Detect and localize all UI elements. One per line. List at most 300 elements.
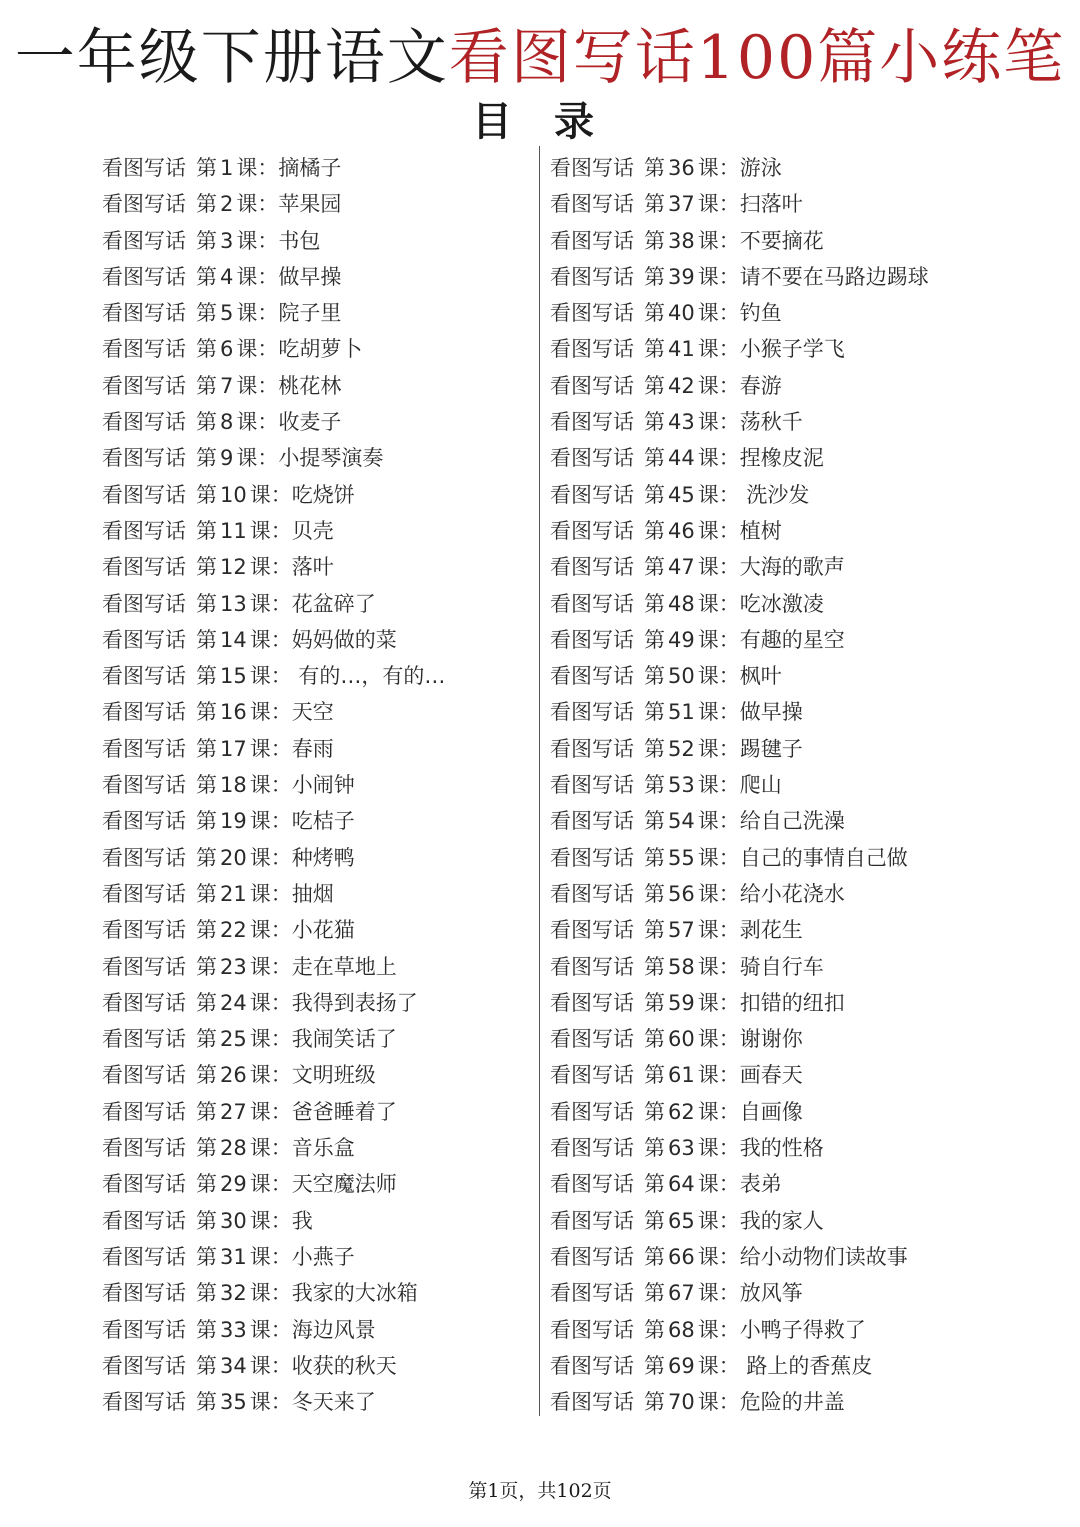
lesson-title: 不要摘花 — [739, 228, 824, 253]
lesson-number-value: 63 — [668, 1136, 695, 1161]
lesson-title: 种烤鸭 — [291, 845, 355, 870]
toc-entry[interactable] — [550, 259, 990, 295]
lesson-number: 第 41 课： — [644, 337, 740, 362]
lesson-title: 文明班级 — [291, 1063, 376, 1088]
lesson-number: 第 4 课： — [196, 264, 279, 289]
lesson-number-value: 27 — [220, 1099, 247, 1124]
toc-entry[interactable] — [550, 1057, 990, 1093]
lesson-title: 自己的事情自己做 — [739, 845, 908, 870]
entry-prefix: 看图写话 — [102, 482, 186, 507]
lesson-number-value: 50 — [668, 664, 695, 689]
lesson-number-value: 21 — [220, 881, 247, 906]
entry-prefix: 看图写话 — [550, 990, 634, 1015]
entry-prefix: 看图写话 — [550, 809, 634, 834]
toc-entry[interactable] — [550, 440, 990, 476]
toc-entry[interactable] — [550, 586, 990, 622]
entry-prefix: 看图写话 — [550, 1317, 634, 1342]
lesson-number-value: 38 — [668, 228, 695, 253]
lesson-number: 第 8 课： — [196, 410, 279, 435]
toc-entry[interactable] — [102, 549, 532, 585]
lesson-number: 第 16 课： — [196, 700, 292, 725]
lesson-number-value: 24 — [220, 990, 247, 1015]
lesson-title: 抽烟 — [291, 881, 334, 906]
lesson-number-value: 60 — [668, 1027, 695, 1052]
toc-entry[interactable] — [102, 331, 532, 367]
entry-prefix: 看图写话 — [102, 555, 186, 580]
entry-prefix: 看图写话 — [102, 990, 186, 1015]
lesson-number: 第 10 课： — [196, 482, 292, 507]
entry-prefix: 看图写话 — [102, 1208, 186, 1233]
lesson-title: 爸爸睡着了 — [291, 1099, 397, 1124]
lesson-title: 小鸭子得救了 — [739, 1317, 866, 1342]
lesson-title: 路上的香蕉皮 — [739, 1353, 873, 1378]
lesson-number: 第 67 课： — [644, 1281, 740, 1306]
lesson-number: 第 49 课： — [644, 627, 740, 652]
toc-entry[interactable] — [102, 876, 532, 912]
toc-entry[interactable] — [102, 1348, 532, 1384]
toc-entry[interactable] — [102, 1130, 532, 1166]
lesson-number-value: 15 — [220, 664, 247, 689]
entry-prefix: 看图写话 — [550, 627, 634, 652]
lesson-title: 走在草地上 — [291, 954, 397, 979]
lesson-number: 第 35 课： — [196, 1390, 292, 1415]
toc-entry[interactable] — [550, 876, 990, 912]
lesson-number-value: 9 — [220, 446, 234, 471]
toc-entry[interactable] — [550, 985, 990, 1021]
lesson-number: 第 61 课： — [644, 1063, 740, 1088]
toc-entry[interactable] — [102, 985, 532, 1021]
toc-list-right — [550, 150, 990, 1420]
lesson-title: 小提琴演奏 — [278, 446, 384, 471]
entry-prefix: 看图写话 — [102, 700, 186, 725]
entry-prefix: 看图写话 — [550, 228, 634, 253]
lesson-number: 第 26 课： — [196, 1063, 292, 1088]
lesson-number-value: 51 — [668, 700, 695, 725]
toc-entry[interactable] — [550, 295, 990, 331]
lesson-number: 第 43 课： — [644, 410, 740, 435]
lesson-number: 第 12 课： — [196, 555, 292, 580]
lesson-number-value: 69 — [668, 1353, 695, 1378]
toc-entry[interactable] — [102, 1312, 532, 1348]
lesson-title: 画春天 — [739, 1063, 803, 1088]
lesson-title: 小花猫 — [291, 918, 355, 943]
lesson-number-value: 43 — [668, 410, 695, 435]
lesson-number-value: 56 — [668, 881, 695, 906]
lesson-number: 第 2 课： — [196, 192, 279, 217]
toc-entry[interactable] — [102, 949, 532, 985]
entry-prefix: 看图写话 — [102, 1244, 186, 1269]
entry-prefix: 看图写话 — [102, 264, 186, 289]
entry-prefix: 看图写话 — [550, 156, 634, 180]
lesson-number-value: 61 — [668, 1063, 695, 1088]
lesson-number: 第 29 课： — [196, 1172, 292, 1197]
toc-entry[interactable] — [550, 767, 990, 803]
toc-entry[interactable] — [102, 912, 532, 948]
lesson-number: 第 6 课： — [196, 337, 279, 362]
toc-entry[interactable] — [550, 404, 990, 440]
toc-entry[interactable] — [550, 549, 990, 585]
toc-entry[interactable] — [102, 840, 532, 876]
lesson-title: 我得到表扬了 — [291, 990, 418, 1015]
lesson-title: 小燕子 — [291, 1244, 355, 1269]
entry-prefix: 看图写话 — [550, 446, 634, 471]
lesson-number-value: 25 — [220, 1027, 247, 1052]
toc-entry[interactable] — [550, 1312, 990, 1348]
toc-entry[interactable] — [102, 404, 532, 440]
entry-prefix: 看图写话 — [550, 337, 634, 362]
lesson-title: 春游 — [739, 373, 782, 398]
lesson-title: 海边风景 — [291, 1317, 376, 1342]
lesson-number-value: 33 — [220, 1317, 247, 1342]
lesson-number-value: 18 — [220, 773, 247, 798]
lesson-title: 书包 — [278, 228, 321, 253]
toc-entry[interactable] — [102, 513, 532, 549]
entry-prefix: 看图写话 — [550, 482, 634, 507]
entry-prefix: 看图写话 — [102, 1136, 186, 1161]
lesson-number-value: 5 — [220, 301, 234, 326]
toc-entry[interactable] — [550, 150, 990, 186]
lesson-title: 扣错的纽扣 — [739, 990, 845, 1015]
lesson-number: 第 9 课： — [196, 446, 279, 471]
entry-prefix: 看图写话 — [102, 1172, 186, 1197]
lesson-number: 第 42 课： — [644, 373, 740, 398]
toc-entry[interactable] — [102, 223, 532, 259]
toc-entry[interactable] — [102, 767, 532, 803]
toc-entry[interactable] — [102, 622, 532, 658]
lesson-number: 第 14 课： — [196, 627, 292, 652]
lesson-number: 第 62 课： — [644, 1099, 740, 1124]
lesson-title: 骑自行车 — [739, 954, 824, 979]
entry-prefix: 看图写话 — [102, 627, 186, 652]
entry-prefix: 看图写话 — [102, 809, 186, 834]
toc-entry[interactable] — [550, 658, 990, 694]
entry-prefix: 看图写话 — [102, 591, 186, 616]
entry-prefix: 看图写话 — [550, 1353, 634, 1378]
entry-prefix: 看图写话 — [102, 301, 186, 326]
entry-prefix: 看图写话 — [102, 373, 186, 398]
lesson-number-value: 62 — [668, 1099, 695, 1124]
lesson-number-value: 17 — [220, 736, 247, 761]
lesson-number: 第 44 课： — [644, 446, 740, 471]
toc-entry[interactable] — [102, 1166, 532, 1202]
lesson-number-value: 4 — [220, 264, 234, 289]
toc-entry[interactable] — [550, 949, 990, 985]
toc-entry[interactable] — [102, 1239, 532, 1275]
lesson-title: 捏橡皮泥 — [739, 446, 824, 471]
lesson-number: 第 18 课： — [196, 773, 292, 798]
lesson-number: 第 65 课： — [644, 1208, 740, 1233]
lesson-number: 第 24 课： — [196, 990, 292, 1015]
toc-entry[interactable] — [102, 586, 532, 622]
lesson-title: 吃烧饼 — [291, 482, 355, 507]
toc-entry[interactable] — [550, 1021, 990, 1057]
lesson-number-value: 29 — [220, 1172, 247, 1197]
entry-prefix: 看图写话 — [102, 845, 186, 870]
lesson-number: 第 51 课： — [644, 700, 740, 725]
toc-entry[interactable] — [102, 477, 532, 513]
lesson-number: 第 15 课： — [196, 664, 292, 689]
lesson-number: 第 36 课： — [644, 156, 740, 180]
lesson-title: 洗沙发 — [739, 482, 810, 507]
toc-list-left — [102, 150, 532, 1420]
entry-prefix: 看图写话 — [102, 156, 186, 180]
toc-entry[interactable] — [550, 331, 990, 367]
entry-prefix: 看图写话 — [102, 1317, 186, 1342]
lesson-number: 第 46 课： — [644, 518, 740, 543]
lesson-title: 有的…，有的… — [291, 664, 446, 689]
toc-entry[interactable] — [102, 150, 532, 186]
lesson-number: 第 58 课： — [644, 954, 740, 979]
entry-prefix: 看图写话 — [550, 1244, 634, 1269]
lesson-title: 有趣的星空 — [739, 627, 845, 652]
toc-entry[interactable] — [550, 803, 990, 839]
lesson-number: 第 47 课： — [644, 555, 740, 580]
lesson-title: 音乐盒 — [291, 1136, 355, 1161]
entry-prefix: 看图写话 — [102, 1063, 186, 1088]
lesson-number: 第 68 课： — [644, 1317, 740, 1342]
lesson-number-value: 22 — [220, 918, 247, 943]
lesson-number-value: 13 — [220, 591, 247, 616]
lesson-number-value: 67 — [668, 1281, 695, 1306]
lesson-title: 扫落叶 — [739, 192, 803, 217]
entry-prefix: 看图写话 — [550, 555, 634, 580]
lesson-number-value: 45 — [668, 482, 695, 507]
entry-prefix: 看图写话 — [550, 773, 634, 798]
lesson-number-value: 14 — [220, 627, 247, 652]
entry-prefix: 看图写话 — [550, 1099, 634, 1124]
lesson-number-value: 6 — [220, 337, 234, 362]
toc-entry[interactable] — [550, 1166, 990, 1202]
lesson-title: 请不要在马路边踢球 — [739, 264, 929, 289]
lesson-number: 第 37 课： — [644, 192, 740, 217]
toc-entry[interactable] — [102, 1203, 532, 1239]
lesson-title: 荡秋千 — [739, 410, 803, 435]
lesson-number: 第 19 课： — [196, 809, 292, 834]
lesson-number-value: 39 — [668, 264, 695, 289]
toc-entry[interactable] — [550, 1094, 990, 1130]
lesson-title: 踢毽子 — [739, 736, 803, 761]
lesson-number: 第 32 课： — [196, 1281, 292, 1306]
lesson-number: 第 55 课： — [644, 845, 740, 870]
entry-prefix: 看图写话 — [550, 301, 634, 326]
entry-prefix: 看图写话 — [550, 1136, 634, 1161]
lesson-number: 第 33 课： — [196, 1317, 292, 1342]
lesson-title: 放风筝 — [739, 1281, 803, 1306]
lesson-number: 第 70 课： — [644, 1390, 740, 1415]
toc-entry[interactable] — [550, 912, 990, 948]
lesson-number-value: 44 — [668, 446, 695, 471]
toc-entry[interactable] — [550, 694, 990, 730]
toc-entry[interactable] — [102, 295, 532, 331]
lesson-number-value: 42 — [668, 373, 695, 398]
entry-prefix: 看图写话 — [102, 881, 186, 906]
lesson-number: 第 3 课： — [196, 228, 279, 253]
lesson-number-value: 16 — [220, 700, 247, 725]
lesson-number: 第 1 课： — [196, 156, 279, 180]
lesson-number-value: 12 — [220, 555, 247, 580]
lesson-title: 自画像 — [739, 1099, 803, 1124]
lesson-number: 第 45 课： — [644, 482, 740, 507]
lesson-number-value: 66 — [668, 1244, 695, 1269]
lesson-title: 吃桔子 — [291, 809, 355, 834]
lesson-number-value: 7 — [220, 373, 234, 398]
lesson-number-value: 37 — [668, 192, 695, 217]
toc-entry[interactable] — [550, 1130, 990, 1166]
lesson-number-value: 64 — [668, 1172, 695, 1197]
lesson-number-value: 31 — [220, 1244, 247, 1269]
lesson-number: 第 21 课： — [196, 881, 292, 906]
lesson-number: 第 17 课： — [196, 736, 292, 761]
lesson-title: 给小花浇水 — [739, 881, 845, 906]
toc-entry[interactable] — [550, 1348, 990, 1384]
toc-entry[interactable] — [550, 223, 990, 259]
entry-prefix: 看图写话 — [102, 918, 186, 943]
entry-prefix: 看图写话 — [550, 700, 634, 725]
toc-entry[interactable] — [550, 1275, 990, 1311]
column-divider — [539, 146, 540, 1416]
entry-prefix: 看图写话 — [102, 337, 186, 362]
lesson-title: 妈妈做的菜 — [291, 627, 397, 652]
title-grade-part: 一年级下册语文 — [14, 23, 449, 93]
toc-entry[interactable] — [550, 513, 990, 549]
lesson-title: 苹果园 — [278, 192, 342, 217]
toc-entry[interactable] — [102, 694, 532, 730]
toc-entry[interactable] — [102, 1094, 532, 1130]
lesson-number-value: 34 — [220, 1353, 247, 1378]
lesson-title: 春雨 — [291, 736, 334, 761]
lesson-number: 第 57 课： — [644, 918, 740, 943]
toc-entry[interactable] — [550, 186, 990, 222]
lesson-title: 贝壳 — [291, 518, 334, 543]
toc-entry[interactable] — [102, 1021, 532, 1057]
toc-entry[interactable] — [102, 731, 532, 767]
toc-entry[interactable] — [102, 1275, 532, 1311]
lesson-number-value: 68 — [668, 1317, 695, 1342]
lesson-number-value: 8 — [220, 410, 234, 435]
lesson-number: 第 69 课： — [644, 1353, 740, 1378]
lesson-title: 植树 — [739, 518, 782, 543]
toc-entry[interactable] — [102, 186, 532, 222]
lesson-title: 我的家人 — [739, 1208, 824, 1233]
lesson-title: 剥花生 — [739, 918, 803, 943]
lesson-number-value: 32 — [220, 1281, 247, 1306]
lesson-number-value: 65 — [668, 1208, 695, 1233]
toc-entry[interactable] — [550, 368, 990, 404]
entry-prefix: 看图写话 — [550, 1281, 634, 1306]
lesson-number: 第 48 课： — [644, 591, 740, 616]
lesson-title: 钓鱼 — [739, 301, 782, 326]
toc-entry[interactable] — [550, 1239, 990, 1275]
lesson-title: 枫叶 — [739, 664, 782, 689]
entry-prefix: 看图写话 — [102, 773, 186, 798]
lesson-number: 第 23 课： — [196, 954, 292, 979]
lesson-number: 第 27 课： — [196, 1099, 292, 1124]
toc-entry[interactable] — [102, 259, 532, 295]
lesson-number: 第 64 课： — [644, 1172, 740, 1197]
lesson-title: 表弟 — [739, 1172, 782, 1197]
lesson-number: 第 22 课： — [196, 918, 292, 943]
lesson-title: 吃冰激凌 — [739, 591, 824, 616]
lesson-number: 第 60 课： — [644, 1027, 740, 1052]
entry-prefix: 看图写话 — [550, 1063, 634, 1088]
page-footer: 第1页，共102页 — [468, 1480, 612, 1502]
lesson-number: 第 63 课： — [644, 1136, 740, 1161]
lesson-number: 第 54 课： — [644, 809, 740, 834]
toc-entry[interactable] — [102, 803, 532, 839]
lesson-number-value: 30 — [220, 1208, 247, 1233]
entry-prefix: 看图写话 — [102, 518, 186, 543]
toc-heading: 目 录 — [472, 99, 608, 145]
toc-entry[interactable] — [550, 1384, 990, 1420]
toc-entry[interactable] — [102, 658, 532, 694]
lesson-number: 第 28 课： — [196, 1136, 292, 1161]
entry-prefix: 看图写话 — [550, 264, 634, 289]
entry-prefix: 看图写话 — [102, 736, 186, 761]
lesson-title: 花盆碎了 — [291, 591, 376, 616]
lesson-title: 爬山 — [739, 773, 782, 798]
lesson-title: 大海的歌声 — [739, 555, 845, 580]
toc-entry[interactable] — [102, 1384, 532, 1420]
lesson-number: 第 56 课： — [644, 881, 740, 906]
toc-entry[interactable] — [550, 1203, 990, 1239]
entry-prefix: 看图写话 — [550, 881, 634, 906]
lesson-number: 第 40 课： — [644, 301, 740, 326]
lesson-number: 第 5 课： — [196, 301, 279, 326]
lesson-number-value: 49 — [668, 627, 695, 652]
lesson-number-value: 70 — [668, 1390, 695, 1415]
lesson-number: 第 53 课： — [644, 773, 740, 798]
lesson-number-value: 54 — [668, 809, 695, 834]
lesson-number: 第 52 课： — [644, 736, 740, 761]
lesson-title: 收获的秋天 — [291, 1353, 397, 1378]
lesson-number-value: 48 — [668, 591, 695, 616]
lesson-title: 我家的大冰箱 — [291, 1281, 418, 1306]
toc-entry[interactable] — [102, 1057, 532, 1093]
lesson-number-value: 2 — [220, 192, 234, 217]
lesson-number: 第 38 课： — [644, 228, 740, 253]
lesson-title: 给自己洗澡 — [739, 809, 845, 834]
lesson-title: 危险的井盖 — [739, 1390, 845, 1415]
lesson-title: 天空 — [291, 700, 334, 725]
lesson-number-value: 58 — [668, 954, 695, 979]
entry-prefix: 看图写话 — [550, 373, 634, 398]
lesson-title: 游泳 — [739, 156, 782, 180]
entry-prefix: 看图写话 — [550, 918, 634, 943]
toc-entry[interactable] — [550, 477, 990, 513]
toc-entry[interactable] — [102, 368, 532, 404]
lesson-title: 做早操 — [278, 264, 342, 289]
entry-prefix: 看图写话 — [102, 1390, 186, 1415]
lesson-number-value: 36 — [668, 156, 695, 180]
entry-prefix: 看图写话 — [550, 845, 634, 870]
lesson-title: 吃胡萝卜 — [278, 337, 363, 362]
document-title — [0, 22, 1080, 94]
toc-entry[interactable] — [550, 622, 990, 658]
entry-prefix: 看图写话 — [102, 192, 186, 217]
entry-prefix: 看图写话 — [102, 446, 186, 471]
lesson-title: 摘橘子 — [278, 156, 342, 180]
lesson-title: 谢谢你 — [739, 1027, 803, 1052]
toc-entry[interactable] — [550, 731, 990, 767]
entry-prefix: 看图写话 — [550, 1208, 634, 1233]
lesson-number-value: 41 — [668, 337, 695, 362]
toc-entry[interactable] — [550, 840, 990, 876]
entry-prefix: 看图写话 — [102, 1353, 186, 1378]
toc-entry[interactable] — [102, 440, 532, 476]
entry-prefix: 看图写话 — [102, 1281, 186, 1306]
lesson-number: 第 50 课： — [644, 664, 740, 689]
entry-prefix: 看图写话 — [550, 591, 634, 616]
